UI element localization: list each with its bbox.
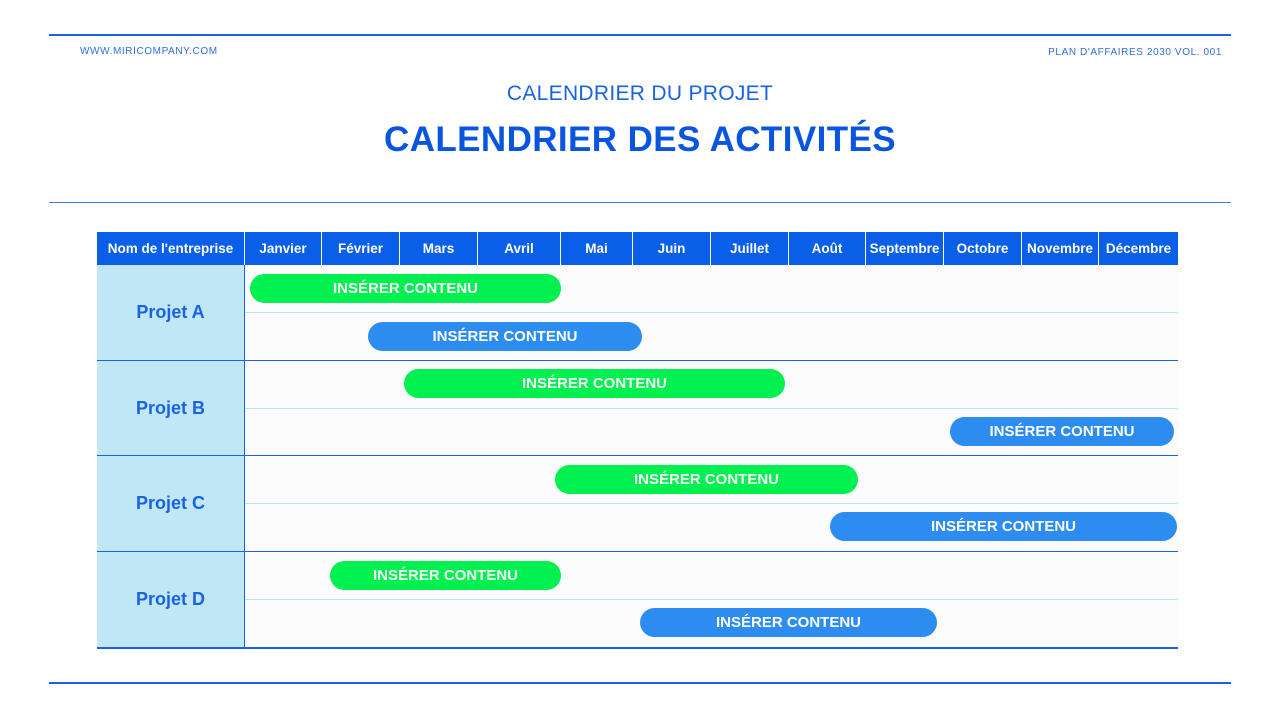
website-label: WWW.MIRICOMPANY.COM	[80, 46, 218, 57]
row-divider	[245, 408, 1178, 409]
header-month-jun: Juin	[633, 232, 711, 265]
gantt-table	[97, 232, 1178, 648]
project-label-d: Projet D	[97, 552, 245, 647]
project-label-c: Projet C	[97, 456, 245, 551]
task-bar-a1[interactable]: INSÉRER CONTENU	[250, 274, 561, 303]
header-month-may: Mai	[561, 232, 633, 265]
task-bar-c2[interactable]: INSÉRER CONTENU	[830, 512, 1177, 541]
project-divider	[97, 455, 1178, 456]
row-divider	[245, 503, 1178, 504]
header-month-aug: Août	[789, 232, 866, 265]
task-bar-a2[interactable]: INSÉRER CONTENU	[368, 322, 642, 351]
project-label-b: Projet B	[97, 361, 245, 456]
task-bar-c1[interactable]: INSÉRER CONTENU	[555, 465, 858, 494]
bottom-rule	[49, 682, 1231, 684]
document-label: PLAN D'AFFAIRES 2030 VOL. 001	[1048, 47, 1222, 58]
task-bar-d1[interactable]: INSÉRER CONTENU	[330, 561, 561, 590]
project-divider	[97, 551, 1178, 552]
task-bar-b2[interactable]: INSÉRER CONTENU	[950, 417, 1174, 446]
page-title: CALENDRIER DES ACTIVITÉS	[384, 120, 896, 159]
project-divider	[97, 360, 1178, 361]
row-divider	[245, 599, 1178, 600]
project-label-a: Projet A	[97, 265, 245, 360]
header-month-apr: Avril	[478, 232, 561, 265]
gantt-header-row	[97, 232, 1178, 265]
page-subtitle: CALENDRIER DU PROJET	[506, 82, 774, 105]
gantt-body	[97, 265, 1178, 648]
header-company-name: Nom de l'entreprise	[97, 232, 245, 265]
header-month-jan: Janvier	[245, 232, 322, 265]
row-divider	[245, 312, 1178, 313]
header-month-jul: Juillet	[711, 232, 789, 265]
task-bar-d2[interactable]: INSÉRER CONTENU	[640, 608, 937, 637]
header-month-nov: Novembre	[1022, 232, 1099, 265]
header-month-feb: Février	[322, 232, 400, 265]
header-month-oct: Octobre	[944, 232, 1022, 265]
header-month-mar: Mars	[400, 232, 478, 265]
header-divider	[49, 202, 1231, 203]
header-month-dec: Décembre	[1105, 241, 1172, 256]
top-rule	[49, 34, 1231, 36]
table-bottom-border	[97, 647, 1178, 649]
task-bar-b1[interactable]: INSÉRER CONTENU	[404, 369, 785, 398]
header-month-sep: Septembre	[866, 232, 944, 265]
